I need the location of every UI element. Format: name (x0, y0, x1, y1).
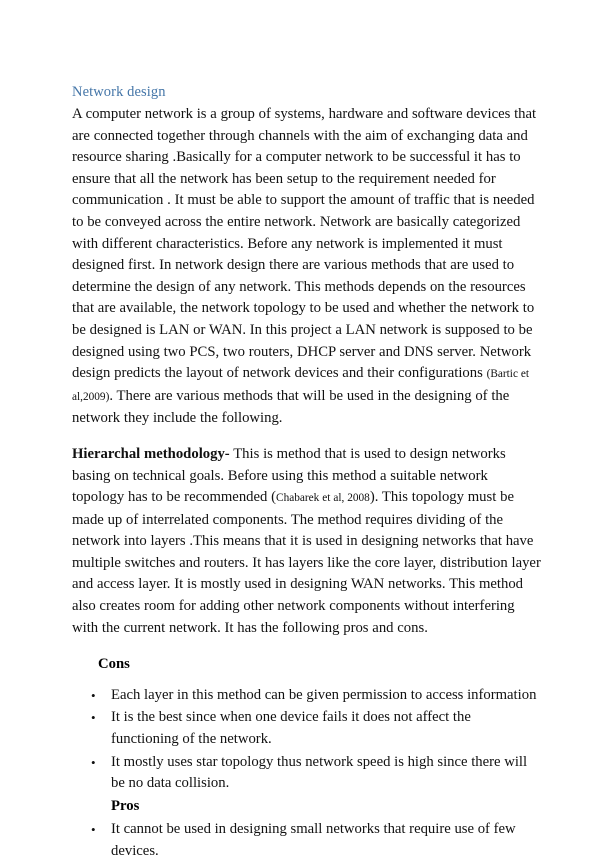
hierarchal-text-part-2: ). This topology must be made up of interrelated components. The method requires dividing of the network into layers .This means that it is used in designing networks that have multiple switches and routers. It has layers like the core layer, distribution layer and access layer. It is mostly used in designing WAN networks. This method also creates room for adding other network components without interfering with the current network. It has the following pros and cons. (72, 489, 541, 636)
cons-heading: Cons (98, 656, 130, 673)
hierarchal-methodology-heading: Hierarchal methodology- (72, 445, 230, 462)
intro-text-part-2: . There are various methods that will be used in the designing of the network they include the following. (72, 387, 510, 427)
hierarchal-paragraph (72, 444, 542, 639)
hierarchal-text-part-1: This is method that is used to design networks basing on technical goals. Before using this method a suitable network topology has to be recommended ( (72, 445, 506, 506)
citation-bartic: (Bartic et al,2009) (72, 368, 530, 403)
intro-text-part-1: A computer network is a group of systems, hardware and software devices that are connected together through channels with the aim of exchanging data and resource sharing .Basically for a computer network to be successful it has to ensure that all the network has been setup to the requirement needed for communication . It must be able to support the amount of traffic that is needed to be conveyed across the entire network. Network are basically categorized with different characteristics. Before any network is implemented it must designed first. In network design there are various methods that are used to determine the design of any network. This methods depends on the resources that are available, the network topology to be used and whether the network to be designed is LAN or WAN. In this project a LAN network is supposed to be designed using two PCS, two routers, DHCP server and DNS server. Network design predicts the layout of network devices and their configurations (72, 106, 537, 382)
citation-chabarek: Chabarek et al, 2008 (276, 492, 370, 505)
list-item: • It is the best since when one device fails it does not affect the functioning of the network. (72, 707, 542, 750)
list-item: • It mostly uses star topology thus network speed is high since there will be no data collision. (72, 752, 542, 795)
intro-paragraph (72, 104, 542, 430)
page-title: Network design (72, 84, 166, 100)
pros-list (72, 819, 542, 862)
document-content (72, 82, 542, 864)
list-item: • It cannot be used in designing small networks that require use of few devices. (72, 819, 542, 862)
cons-list (72, 685, 542, 795)
list-item: • Each layer in this method can be given permission to access information (72, 685, 542, 707)
pros-heading: Pros (111, 797, 140, 814)
